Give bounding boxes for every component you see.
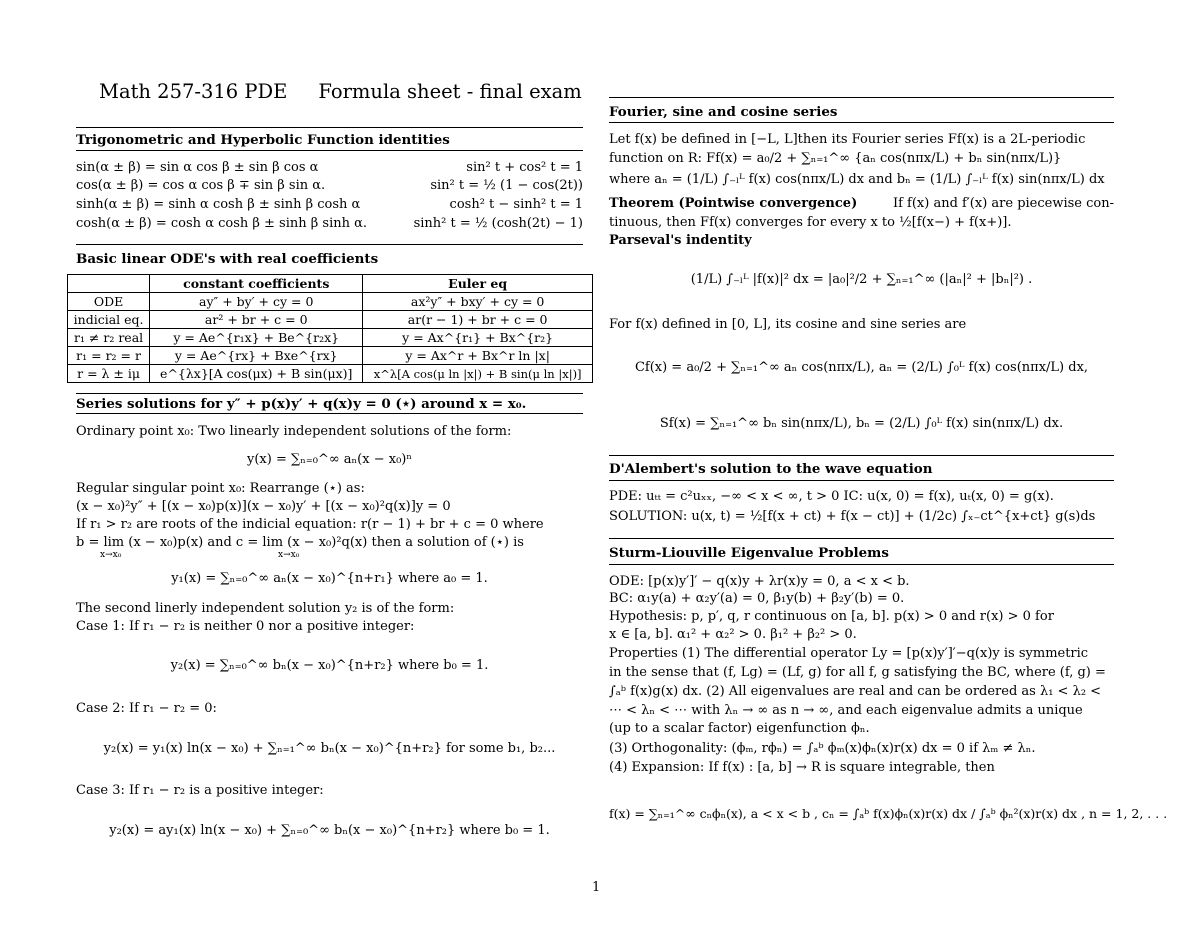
- case2-text: Case 2: If r₁ − r₂ = 0:: [76, 701, 217, 716]
- ordinary-point-text: Ordinary point x₀: Two linearly independent solutions of the form:: [76, 424, 512, 439]
- sine-series-formula: Sf(x) = ∑ₙ₌₁^∞ bₙ sin(nπx/L), bₙ = (2/L) ∫₀ᴸ f(x) sin(nπx/L) dx.: [659, 416, 1064, 431]
- parseval-formula: (1/L) ∫₋ₗᴸ |f(x)|² dx = |a₀|²/2 + ∑ₙ₌₁^∞ (|aₙ|² + |bₙ|²) .: [690, 272, 1033, 287]
- sl-ode: ODE: [p(x)y′]′ − q(x)y + λr(x)y = 0, a < x < b.: [609, 574, 910, 589]
- table-cell: ar² + br + c = 0: [150, 311, 363, 329]
- trig-identity: sinh² t = ½ (cosh(2t) − 1): [413, 216, 583, 231]
- table-cell: r₁ = r₂ = r: [68, 347, 150, 365]
- table-cell: r = λ ± iμ: [68, 365, 150, 383]
- page-title: Math 257-316 PDE Formula sheet - final exam: [99, 80, 582, 103]
- trig-identity: sin(α ± β) = sin α cos β ± sin β cos α: [76, 160, 319, 175]
- table-cell: y = Ae^{rx} + Bxe^{rx}: [150, 347, 363, 365]
- table-cell: ODE: [68, 293, 150, 311]
- table-cell: ay″ + by′ + cy = 0: [150, 293, 363, 311]
- fourier-text: function on R: Ff(x) = a₀/2 + ∑ₙ₌₁^∞ {aₙ cos(nπx/L) + bₙ sin(nπx/L)}: [609, 151, 1062, 166]
- divider: [76, 127, 583, 128]
- sl-properties: (up to a scalar factor) eigenfunction ϕₙ.: [609, 721, 870, 736]
- ode-heading: Basic linear ODE's with real coefficients: [76, 251, 379, 267]
- sl-bc: BC: α₁y(a) + α₂y′(a) = 0, β₁y(b) + β₂y′(b) = 0.: [609, 591, 905, 606]
- sl-properties: ∫ₐᵇ f(x)g(x) dx. (2) All eigenvalues are real and can be ordered as λ₁ < λ₂ <: [609, 684, 1102, 699]
- divider: [76, 413, 583, 414]
- table-row: [68, 311, 593, 329]
- pde-line: PDE: uₜₜ = c²uₓₓ, −∞ < x < ∞, t > 0 IC: u(x, 0) = f(x), uₜ(x, 0) = g(x).: [609, 489, 1054, 504]
- sturm-heading: Sturm-Liouville Eigenvalue Problems: [609, 545, 889, 561]
- table-cell: r₁ ≠ r₂ real: [68, 329, 150, 347]
- case3-text: Case 3: If r₁ − r₂ is a positive integer:: [76, 783, 324, 798]
- solution-line: SOLUTION: u(x, t) = ½[f(x + ct) + f(x − ct)] + (1/2c) ∫ₓ₋ct^{x+ct} g(s)ds: [609, 509, 1096, 524]
- trig-identity: cos(α ± β) = cos α cos β ∓ sin β sin α.: [76, 178, 326, 193]
- case1-formula: y₂(x) = ∑ₙ₌₀^∞ bₙ(x − x₀)^{n+r₂} where b₀ = 1.: [170, 658, 489, 673]
- series-heading: Series solutions for y″ + p(x)y′ + q(x)y = 0 (⋆) around x = x₀.: [76, 396, 527, 412]
- limit-subscript: x→x₀: [100, 550, 122, 560]
- sl-hypothesis: x ∈ [a, b]. α₁² + α₂² > 0. β₁² + β₂² > 0.: [609, 627, 857, 642]
- case3-formula: y₂(x) = ay₁(x) ln(x − x₀) + ∑ₙ₌₀^∞ bₙ(x − x₀)^{n+r₂} where b₀ = 1.: [109, 823, 550, 838]
- sl-properties: in the sense that (f, Lg) = (Lf, g) for all f, g satisfying the BC, where (f, g) =: [609, 665, 1106, 680]
- parseval-title: Parseval's indentity: [609, 233, 752, 248]
- divider: [609, 480, 1114, 481]
- table-row: [68, 329, 593, 347]
- table-header: [68, 275, 150, 293]
- table-cell: y = Ax^{r₁} + Bx^{r₂}: [363, 329, 593, 347]
- divider: [609, 564, 1114, 565]
- sl-orthogonality: (3) Orthogonality: (ϕₘ, rϕₙ) = ∫ₐᵇ ϕₘ(x)ϕₙ(x)r(x) dx = 0 if λₘ ≠ λₙ.: [609, 741, 1036, 756]
- regular-singular-text: If r₁ > r₂ are roots of the indicial equation: r(r − 1) + br + c = 0 where: [76, 517, 544, 532]
- sl-properties: ⋯ < λₙ < ⋯ with λₙ → ∞ as n → ∞, and each eigenvalue admits a unique: [609, 703, 1083, 718]
- dalembert-heading: D'Alembert's solution to the wave equation: [609, 461, 933, 477]
- second-solution-text: The second linerly independent solution y₂ is of the form:: [76, 601, 455, 616]
- trig-identity: sin² t = ½ (1 − cos(2t)): [430, 178, 583, 193]
- table-header: constant coefficients: [150, 275, 363, 293]
- table-cell: y = Ax^r + Bx^r ln |x|: [363, 347, 593, 365]
- sl-expansion: (4) Expansion: If f(x) : [a, b] → R is square integrable, then: [609, 760, 995, 775]
- fourier-text: Let f(x) be defined in [−L, L]then its Fourier series Ff(x) is a 2L-periodic: [609, 132, 1086, 147]
- table-cell: ax²y″ + bxy′ + cy = 0: [363, 293, 593, 311]
- table-row: [68, 365, 593, 383]
- table-row: [68, 293, 593, 311]
- table-cell: ar(r − 1) + br + c = 0: [363, 311, 593, 329]
- case2-formula: y₂(x) = y₁(x) ln(x − x₀) + ∑ₙ₌₁^∞ bₙ(x − x₀)^{n+r₂} for some b₁, b₂...: [103, 741, 556, 756]
- table-cell: y = Ae^{r₁x} + Be^{r₂x}: [150, 329, 363, 347]
- divider: [76, 393, 583, 394]
- sl-properties: Properties (1) The differential operator Ly = [p(x)y′]′−q(x)y is symmetric: [609, 646, 1089, 661]
- sl-hypothesis: Hypothesis: p, p′, q, r continuous on [a, b]. p(x) > 0 and r(x) > 0 for: [609, 609, 1054, 624]
- table-cell: x^λ[A cos(μ ln |x|) + B sin(μ ln |x|)]: [363, 365, 593, 383]
- trig-identity: sinh(α ± β) = sinh α cosh β ± sinh β cosh α: [76, 197, 361, 212]
- divider: [609, 455, 1114, 456]
- theorem-text: If f(x) and f′(x) are piecewise con-: [892, 196, 1114, 211]
- theorem-title: Theorem (Pointwise convergence): [609, 196, 858, 211]
- table-cell: e^{λx}[A cos(μx) + B sin(μx)]: [150, 365, 363, 383]
- ordinary-formula: y(x) = ∑ₙ₌₀^∞ aₙ(x − x₀)ⁿ: [247, 452, 412, 467]
- regular-singular-text: Regular singular point x₀: Rearrange (⋆) as:: [76, 481, 365, 496]
- table-cell: indicial eq.: [68, 311, 150, 329]
- divider: [76, 244, 583, 245]
- divider: [76, 150, 583, 151]
- fourier-text: where aₙ = (1/L) ∫₋ₗᴸ f(x) cos(nπx/L) dx and bₙ = (1/L) ∫₋ₗᴸ f(x) sin(nπx/L) dx: [609, 172, 1105, 187]
- case1-text: Case 1: If r₁ − r₂ is neither 0 nor a positive integer:: [76, 619, 415, 634]
- page-number: 1: [592, 880, 601, 895]
- table-header-row: [68, 275, 593, 293]
- theorem-text: tinuous, then Ff(x) converges for every x to ½[f(x−) + f(x+)].: [609, 215, 1012, 230]
- regular-singular-text: b = lim (x − x₀)p(x) and c = lim (x − x₀)²q(x) then a solution of (⋆) is: [76, 535, 524, 550]
- trig-heading: Trigonometric and Hyperbolic Function identities: [76, 132, 450, 148]
- trig-identity: sin² t + cos² t = 1: [466, 160, 583, 175]
- fourier-heading: Fourier, sine and cosine series: [609, 104, 838, 120]
- y1-formula: y₁(x) = ∑ₙ₌₀^∞ aₙ(x − x₀)^{n+r₁} where a₀ = 1.: [171, 571, 488, 586]
- table-row: [68, 347, 593, 365]
- trig-identity: cosh² t − sinh² t = 1: [449, 197, 583, 212]
- cosine-sine-intro: For f(x) defined in [0, L], its cosine and sine series are: [609, 317, 967, 332]
- divider: [609, 538, 1114, 539]
- divider: [609, 97, 1114, 98]
- cosine-series-formula: Cf(x) = a₀/2 + ∑ₙ₌₁^∞ aₙ cos(nπx/L), aₙ = (2/L) ∫₀ᴸ f(x) cos(nπx/L) dx,: [634, 360, 1089, 375]
- ode-table: [67, 274, 593, 383]
- regular-singular-text: (x − x₀)²y″ + [(x − x₀)p(x)](x − x₀)y′ + [(x − x₀)²q(x)]y = 0: [76, 499, 451, 514]
- trig-identity: cosh(α ± β) = cosh α cosh β ± sinh β sinh α.: [76, 216, 368, 231]
- sl-expansion-formula: f(x) = ∑ₙ₌₁^∞ cₙϕₙ(x), a < x < b , cₙ = ∫ₐᵇ f(x)ϕₙ(x)r(x) dx / ∫ₐᵇ ϕₙ²(x)r(x) dx , n = 1, 2, . . .: [609, 806, 1168, 821]
- table-header: Euler eq: [363, 275, 593, 293]
- limit-subscript: x→x₀: [278, 550, 300, 560]
- divider: [609, 122, 1114, 123]
